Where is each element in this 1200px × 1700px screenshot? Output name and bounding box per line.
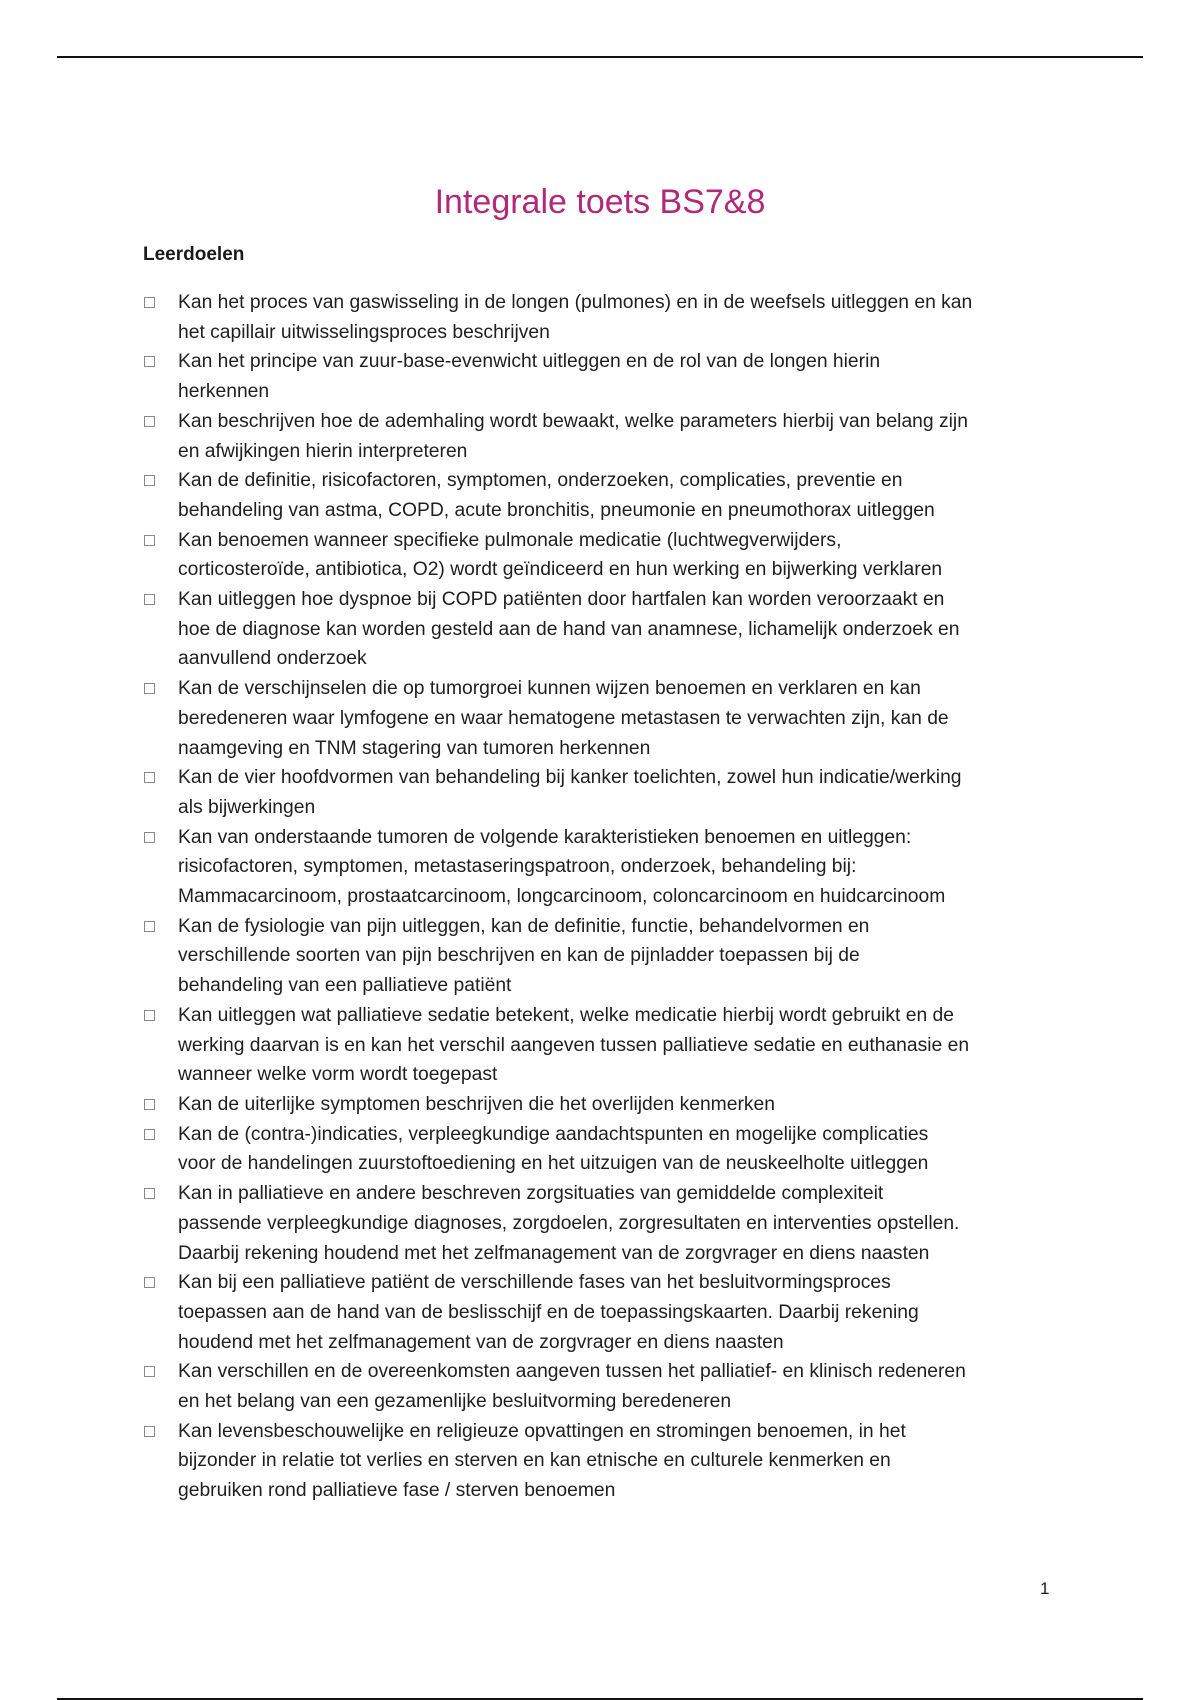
objective-text: Kan levensbeschouwelijke en religieuze opvattingen en stromingen benoemen, in het bijzonder in relatie tot verlies en sterven en kan etnische en culturele kenmerken en gebruiken rond palliatieve fase / sterven benoemen — [178, 1420, 906, 1502]
objective-item — [143, 1001, 1063, 1090]
objective-item — [143, 912, 1063, 1001]
section-heading: Leerdoelen — [143, 244, 245, 265]
objective-text: Kan de definitie, risicofactoren, symptomen, onderzoeken, complicaties, preventie en behandeling van astma, COPD, acute bronchitis, pneumonie en pneumothorax uitleggen — [178, 470, 935, 521]
checkbox-icon[interactable] — [144, 1277, 155, 1288]
checkbox-icon[interactable] — [144, 1188, 155, 1199]
objective-text: Kan de (contra-)indicaties, verpleegkundige aandachtspunten en mogelijke complicaties voor de handelingen zuurstoftoediening en het uitzuigen van de neuskeelholte uitleggen — [178, 1123, 929, 1175]
checkbox-icon[interactable] — [144, 416, 155, 427]
objective-item — [143, 823, 1063, 912]
checkbox-icon[interactable] — [144, 475, 155, 486]
checkbox-icon[interactable] — [144, 832, 155, 843]
checkbox-icon[interactable] — [144, 1366, 155, 1377]
checkbox-icon[interactable] — [144, 1129, 155, 1140]
checkbox-icon[interactable] — [144, 356, 155, 367]
objective-item — [143, 674, 1063, 763]
objective-text: Kan van onderstaande tumoren de volgende karakteristieken benoemen en uitleggen: risicofactoren, symptomen, metastaseringspatroon, onderzoek, behandeling bij: Mammacarcinoom, prostaatcarcinoom, longcarcinoom, coloncarcinoom en huidcarcinoom — [178, 826, 946, 908]
checkbox-icon[interactable] — [144, 1099, 155, 1110]
objective-item — [143, 1120, 1063, 1179]
objective-text: Kan uitleggen hoe dyspnoe bij COPD patiënten door hartfalen kan worden veroorzaakt en hoe de diagnose kan worden gesteld aan de hand van anamnese, lichamelijk onderzoek en aanvullend onderzoek — [178, 589, 960, 670]
objective-item — [143, 1268, 1063, 1357]
checkbox-icon[interactable] — [144, 921, 155, 932]
objective-text: Kan verschillen en de overeenkomsten aangeven tussen het palliatief- en klinisch redeneren en het belang van een gezamenlijke besluitvorming beredeneren — [178, 1361, 966, 1413]
objective-text: Kan uitleggen wat palliatieve sedatie betekent, welke medicatie hierbij wordt gebruikt en de werking daarvan is en kan het verschil aangeven tussen palliatieve sedatie en euthanasie en wanneer welke vorm wordt toegepast — [178, 1004, 970, 1086]
objective-item — [143, 763, 1063, 822]
objective-text: Kan beschrijven hoe de ademhaling wordt bewaakt, welke parameters hierbij van belang zijn en afwijkingen hierin interpreteren — [178, 410, 968, 462]
objective-item — [143, 1090, 1063, 1120]
objective-item — [143, 407, 1063, 466]
checkbox-icon[interactable] — [144, 1010, 155, 1021]
objective-text: Kan de uiterlijke symptomen beschrijven die het overlijden kenmerken — [178, 1093, 775, 1115]
objective-item — [143, 585, 1063, 674]
objective-text: Kan het proces van gaswisseling in de longen (pulmones) en in de weefsels uitleggen en kan het capillair uitwisselingsproces beschrijven — [178, 292, 973, 343]
objective-item — [143, 1179, 1063, 1268]
objective-text: Kan het principe van zuur-base-evenwicht uitleggen en de rol van de longen hierin herkennen — [178, 351, 881, 403]
objective-item — [143, 466, 1063, 525]
document-title: Integrale toets BS7&8 — [434, 183, 766, 221]
checkbox-icon[interactable] — [144, 683, 155, 694]
checkbox-icon[interactable] — [144, 535, 155, 546]
checkbox-icon[interactable] — [144, 1426, 155, 1437]
objective-text: Kan de vier hoofdvormen van behandeling bij kanker toelichten, zowel hun indicatie/werking als bijwerkingen — [178, 767, 962, 818]
objective-text: Kan de fysiologie van pijn uitleggen, kan de definitie, functie, behandelvormen en verschillende soorten van pijn beschrijven en kan de pijnladder toepassen bij de behandeling van een palliatieve patiënt — [178, 915, 870, 997]
objective-text: Kan benoemen wanneer specifieke pulmonale medicatie (luchtwegverwijders, corticosteroïde, antibiotica, O2) wordt geïndiceerd en hun werking en bijwerking verklaren — [178, 529, 943, 581]
checkbox-icon[interactable] — [144, 772, 155, 783]
objective-item — [143, 1417, 1063, 1506]
learning-objectives-list — [143, 288, 1063, 1506]
objective-text: Kan in palliatieve en andere beschreven zorgsituaties van gemiddelde complexiteit passende verpleegkundige diagnoses, zorgdoelen, zorgresultaten en interventies opstellen. Daarbij rekening houdend met het zelfmanagement van de zorgvrager en diens naasten — [178, 1183, 960, 1264]
page-number: 1 — [1040, 1579, 1050, 1598]
objective-item — [143, 347, 1063, 406]
objective-text: Kan bij een palliatieve patiënt de verschillende fases van het besluitvormingsproces toepassen aan de hand van de beslisschijf en de toepassingskaarten. Daarbij rekening houdend met het zelfmanagement van de zorgvrager en diens naasten — [178, 1272, 919, 1353]
checkbox-icon[interactable] — [144, 594, 155, 605]
checkbox-icon[interactable] — [144, 297, 155, 308]
objective-item — [143, 1357, 1063, 1416]
objective-item — [143, 288, 1063, 347]
objective-item — [143, 526, 1063, 585]
header-rule — [57, 56, 1143, 58]
objective-text: Kan de verschijnselen die op tumorgroei kunnen wijzen benoemen en verklaren en kan beredeneren waar lymfogene en waar hematogene metastasen te verwachten zijn, kan de naamgeving en TNM stagering van tumoren herkennen — [178, 678, 949, 759]
